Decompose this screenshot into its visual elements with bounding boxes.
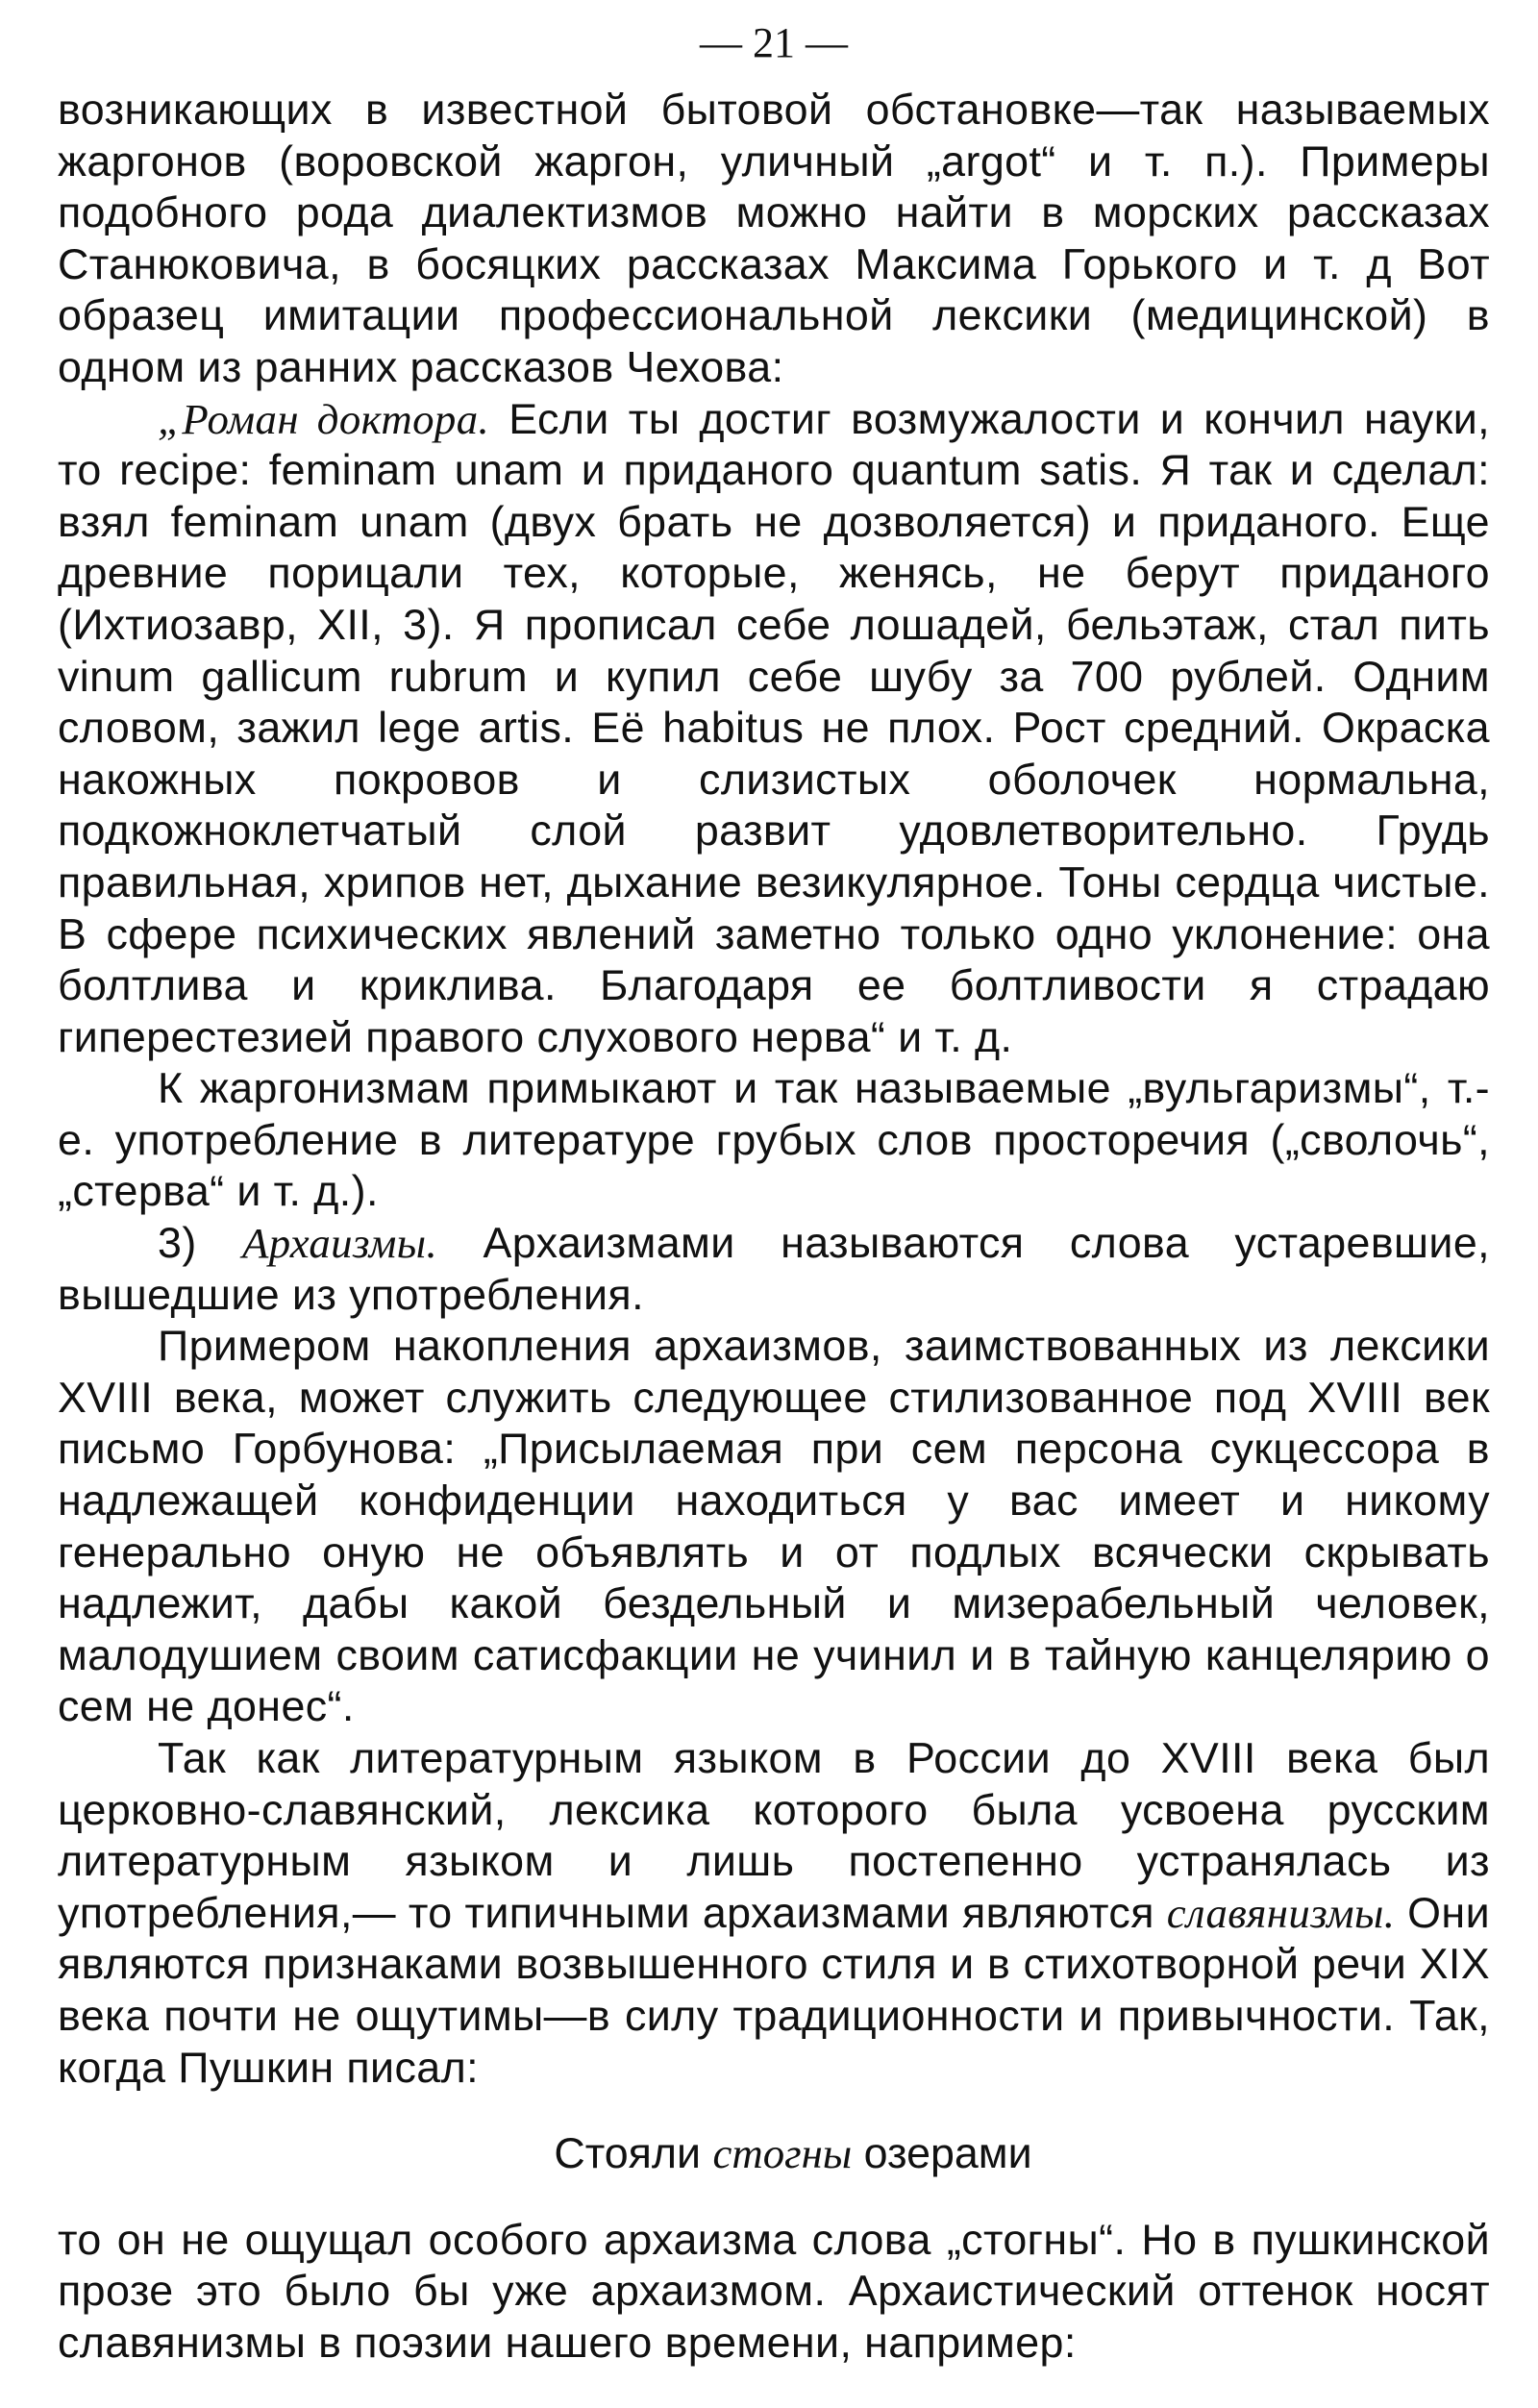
verse-text-after: озерами [852,2129,1032,2178]
page-number: — 21 — [700,19,848,66]
paragraph-text: К жаргонизмам примыкают и так называемые „вульгаризмы“, т.-е. употребление в литературе грубых слов просторечия („сволочь“, „стерва“ и т. д.). [58,1064,1490,1216]
verse-italic-word: стогны [712,2129,853,2178]
paragraph-chekhov-quote [58,394,1490,1064]
quote-title: „Роман доктора. [158,394,490,443]
emphasized-term: славянизмы. [1166,1888,1396,1937]
verse-text-before: Стояли [554,2129,713,2178]
paragraph-text-a: Так как литературным языком в России до XVIII века был церковно-славянский, лексика которого была усвоена русским литературным языком и лишь постепенно устранялась из употребления,— то типичными архаизмами являются [58,1734,1490,1937]
paragraph-gorbunov-letter [58,1321,1490,1733]
paragraph-text: возникающих в известной бытовой обстановке—так называемых жаргонов (воровской жаргон, уличный „argot“ и т. п.). Примеры подобного рода диалектизмов можно найти в морских рассказах Станюковича, в босяцких рассказах Максима Горького и т. д Вот образец имитации профессиональной лексики (медицинской) в одном из ранних рассказов Чехова: [58,86,1490,391]
paragraph-text-b: Они являются признаками возвышенного стиля и в стихотворной речи XIX века почти не ощутимы—в силу традиционности и привычности. Так, когда Пушкин писал: [58,1888,1490,2092]
paragraph-dialectisms [58,85,1490,394]
paragraph-archaisms [58,1218,1490,1321]
section-number: 3) [158,1219,243,1268]
paragraph-text: то он не ощущал особого архаизма слова „стогны“. Но в пушкинской прозе это было бы уже архаизмом. Архаистический оттенок носят славянизмы в поэзии нашего времени, например: [58,2215,1490,2367]
verse-quote [58,2128,1490,2180]
paragraph-text: Архаизмами называются слова устаревшие, вышедшие из употребления. [58,1219,1490,1319]
paragraph-closing [58,2215,1490,2370]
paragraph-text: Примером накопления архаизмов, заимствованных из лексики XVIII века, может служить следующее стилизованное под XVIII век письмо Горбунова: „Присылаемая при сем персона сукцессора в надлежащей конфиденции находиться у вас имеет и никому генерально оную не объявлять и от подлых всячески скрывать надлежит, дабы какой бездельный и мизерабельный человек, малодушием своим сатисфакции не учинил и в тайную канцелярию о сем не донес“. [58,1322,1490,1731]
document-page [58,10,1490,2370]
section-term: Архаизмы. [242,1219,438,1268]
paragraph-vulgarisms [58,1063,1490,1218]
paragraph-slavonicisms [58,1733,1490,2094]
paragraph-text: Если ты достиг возмужалости и кончил науки, то recipe: feminam unam и приданого quantum satis. Я так и сделал: взял feminam unam (двух брать не дозволяется) и приданого. Еще древние порицали тех, которые, женясь, не берут приданого (Ихтиозавр, XII, 3). Я прописал себе лошадей, бельэтаж, стал пить vinum gallicum rubrum и купил себе шубу за 700 рублей. Одним словом, зажил lege artis. Её habitus не плох. Рост средний. Окраска накожных покровов и слизистых оболочек нормальна, подкожноклетчатый слой развит удовлетворительно. Грудь правильная, хрипов нет, дыхание везикулярное. Тоны сердца чистые. В сфере психических явлений заметно только одно уклонение: она болтлива и криклива. Благодаря ее болтливости я страдаю гиперестезией правого слухового нерва“ и т. д. [58,394,1490,1061]
